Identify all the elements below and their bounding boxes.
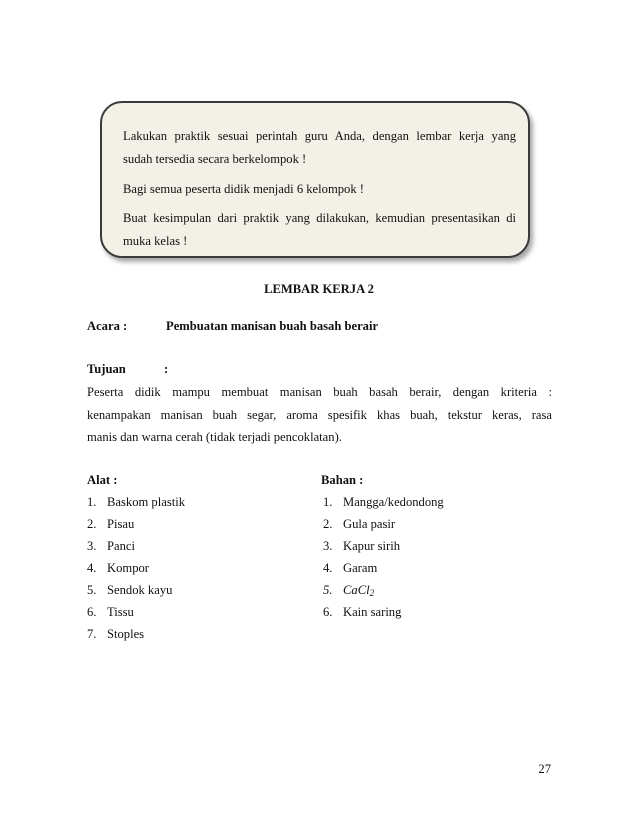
tujuan-label: Tujuan <box>87 362 126 376</box>
instruction-line-5: muka kelas ! <box>123 234 188 248</box>
item-subscript: 2 <box>369 588 375 598</box>
item-text: Baskom plastik <box>107 495 186 509</box>
item-number: 5. <box>87 583 97 597</box>
item-text: Tissu <box>107 605 134 619</box>
list-item <box>87 538 185 560</box>
alat-list <box>87 494 185 648</box>
instruction-line-2: sudah tersedia secara berkelompok ! <box>123 152 307 166</box>
page-number: 27 <box>538 762 551 776</box>
item-text: Pisau <box>107 517 135 531</box>
item-text: Gula pasir <box>343 517 396 531</box>
worksheet-title: LEMBAR KERJA 2 <box>264 282 374 296</box>
item-number: 2. <box>323 517 333 531</box>
tujuan-colon: : <box>164 362 169 376</box>
instruction-line-3: Bagi semua peserta didik menjadi 6 kelompok ! <box>123 182 364 196</box>
item-number: 4. <box>323 561 333 575</box>
bahan-heading: Bahan : <box>321 473 364 487</box>
item-text: Stoples <box>107 627 145 641</box>
tujuan-line-3: manis dan warna cerah (tidak terjadi pencoklatan). <box>87 430 342 444</box>
list-item <box>87 582 185 604</box>
bahan-list <box>323 494 444 626</box>
list-item <box>323 604 444 626</box>
item-text: Panci <box>107 539 135 553</box>
item-number: 1. <box>323 495 333 509</box>
tujuan-line-1: Peserta didik mampu membuat manisan buah basah berair, dengan kriteria : <box>87 385 552 399</box>
item-number: 5. <box>323 583 333 597</box>
list-item <box>87 516 185 538</box>
item-number: 6. <box>323 605 333 619</box>
item-number: 2. <box>87 517 97 531</box>
item-text: Garam <box>343 561 378 575</box>
item-text: Sendok kayu <box>107 583 173 597</box>
list-item <box>323 582 444 604</box>
alat-heading: Alat : <box>87 473 118 487</box>
item-text: Mangga/kedondong <box>343 495 444 509</box>
instruction-line-4: Buat kesimpulan dari praktik yang dilakukan, kemudian presentasikan di <box>123 211 516 225</box>
list-item <box>323 560 444 582</box>
acara-label: Acara : <box>87 319 128 333</box>
item-text: Kain saring <box>343 605 402 619</box>
item-number: 3. <box>87 539 97 553</box>
list-item <box>323 516 444 538</box>
instruction-line-1: Lakukan praktik sesuai perintah guru Anda, dengan lembar kerja yang <box>123 129 516 143</box>
list-item <box>87 560 185 582</box>
item-number: 3. <box>323 539 333 553</box>
tujuan-line-2: kenampakan manisan buah segar, aroma spesifik khas buah, tekstur keras, rasa <box>87 408 552 422</box>
list-item <box>323 538 444 560</box>
list-item <box>323 494 444 516</box>
acara-value: Pembuatan manisan buah basah berair <box>166 319 379 333</box>
list-item <box>87 494 185 516</box>
item-number: 4. <box>87 561 97 575</box>
list-item <box>87 626 185 648</box>
item-text: Kompor <box>107 561 149 575</box>
item-number: 7. <box>87 627 97 641</box>
item-number: 6. <box>87 605 97 619</box>
item-number: 1. <box>87 495 97 509</box>
list-item <box>87 604 185 626</box>
item-text: Kapur sirih <box>343 539 401 553</box>
item-text: CaCl <box>343 583 370 597</box>
